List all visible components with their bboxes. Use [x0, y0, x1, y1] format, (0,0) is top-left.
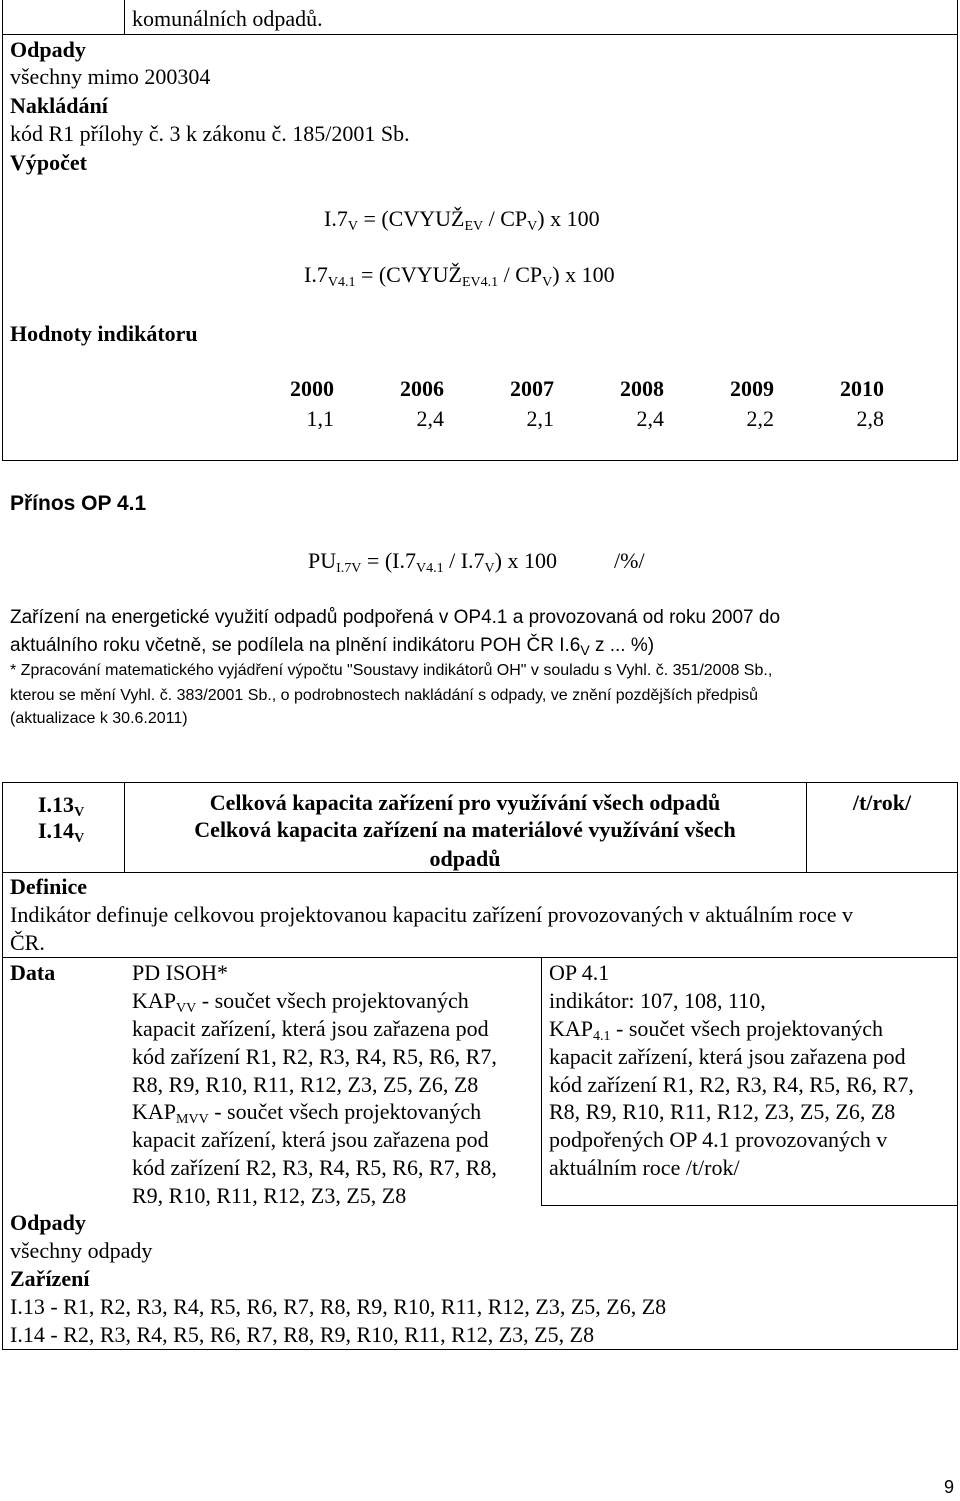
- year-cell: 2007: [510, 376, 554, 401]
- year-cell: 2006: [400, 376, 444, 401]
- value-cell: 2,4: [416, 406, 444, 431]
- data-label: Data: [10, 960, 56, 985]
- nakladani-label: Nakládání: [10, 93, 108, 118]
- prinos-text-1: Zařízení na energetické využití odpadů podpořená v OP4.1 a provozovaná od roku 2007 do: [10, 607, 781, 628]
- header-tail-text: komunálních odpadů.: [132, 6, 323, 31]
- indicator-id-2: $I.14_V$: [38, 818, 85, 846]
- header-bottom-line: [2, 872, 958, 873]
- indicator-title-1: Celková kapacita zařízení pro využívání všech odpadů: [209, 790, 721, 815]
- value-cell: 2,8: [856, 406, 884, 431]
- data-left-line: R9, R10, R11, R12, Z3, Z5, Z8: [132, 1183, 407, 1208]
- data-right-line: aktuálním roce /t/rok/: [549, 1155, 740, 1180]
- data-right-line: R8, R9, R10, R11, R12, Z3, Z5, Z6, Z8: [549, 1099, 896, 1124]
- footnote-line-1: * Zpracování matematického vyjádření výpočtu "Soustavy indikátorů OH" v souladu s Vyhl. č. 351/2008 Sb.,: [10, 662, 773, 679]
- formula-2: $I.7_{V4.1}$ = $(CVYUŽ_{EV4.1} / CP_V)$ x 100: [304, 262, 615, 290]
- definice-label: Definice: [10, 874, 87, 899]
- footnote-line-2: kterou se mění Vyhl. č. 383/2001 Sb., o podrobnostech nakládání s odpady, ve znění pozdějších předpisů: [10, 687, 759, 704]
- data-right-line: kód zařízení R1, R2, R3, R4, R5, R6, R7,: [549, 1072, 914, 1097]
- value-cell: 2,4: [636, 406, 664, 431]
- definice-text-2: ČR.: [10, 930, 45, 955]
- indicator-id-1: $I.13_V$: [38, 792, 85, 820]
- kap-mvv-line: $KAP_{MVV}$ - součet všech projektovaných: [132, 1099, 482, 1127]
- pu-formula: $PU_{I.7V} = (I.7_{V4.1} / I.7_V)$ x 100: [308, 548, 557, 576]
- value-cell: 2,2: [746, 406, 774, 431]
- odpady-label: Odpady: [10, 37, 86, 62]
- nakladani-value: kód R1 přílohy č. 3 k zákonu č. 185/2001 Sb.: [10, 121, 410, 146]
- odpady-value: všechny mimo 200304: [10, 64, 211, 89]
- indicator-unit: /t/rok/: [852, 790, 912, 815]
- data-left-line: kód zařízení R1, R2, R3, R4, R5, R6, R7,: [132, 1044, 497, 1069]
- data-left-line: kapacit zařízení, která jsou zařazena pod: [132, 1127, 489, 1152]
- zarizeni-line-1: I.13 - R1, R2, R3, R4, R5, R6, R7, R8, R9, R10, R11, R12, Z3, Z5, Z6, Z8: [10, 1294, 667, 1319]
- value-cell: 1,1: [306, 406, 334, 431]
- top-table-row-line: [2, 34, 958, 35]
- prinos-text-2: aktuálního roku včetně, se podílela na plnění indikátoru POH ČR $I.6_V$ z ... %): [10, 635, 655, 658]
- vypocet-label: Výpočet: [10, 150, 87, 175]
- indicator-title-3: odpadů: [429, 846, 501, 871]
- data-right-line: kapacit zařízení, která jsou zařazena pod: [549, 1044, 906, 1069]
- data-left-line: kapacit zařízení, která jsou zařazena pod: [132, 1016, 489, 1041]
- data-right-line: podpořených OP 4.1 provozovaných v: [549, 1127, 888, 1152]
- kap-41-line: $KAP_{4.1}$ - součet všech projektovaných: [549, 1016, 883, 1044]
- prinos-label: Přínos OP 4.1: [10, 492, 147, 515]
- data-source-isoh: PD ISOH*: [132, 960, 228, 985]
- kap-vv-line: $KAP_{VV}$ - součet všech projektovaných: [132, 988, 469, 1016]
- footnote-line-3: (aktualizace k 30.6.2011): [10, 710, 188, 727]
- hodnoty-label: Hodnoty indikátoru: [10, 321, 198, 346]
- top-table-divider: [124, 0, 125, 34]
- op41-indicators: indikátor: 107, 108, 110,: [549, 988, 766, 1013]
- year-cell: 2010: [840, 376, 884, 401]
- odpady-value-bottom: všechny odpady: [10, 1238, 153, 1263]
- indicator-title-2: Celková kapacita zařízení na materiálové využívání všech: [194, 817, 736, 842]
- pu-unit: /%/: [614, 548, 645, 573]
- zarizeni-line-2: I.14 - R2, R3, R4, R5, R6, R7, R8, R9, R10, R11, R12, Z3, Z5, Z8: [10, 1322, 595, 1347]
- zarizeni-label: Zařízení: [10, 1266, 90, 1291]
- year-cell: 2009: [730, 376, 774, 401]
- page-number: 9: [944, 1477, 955, 1497]
- op41-title: OP 4.1: [549, 960, 610, 985]
- formula-1: $I.7_V$ = $(CVYUŽ_{EV} / CP_V)$ x 100: [324, 206, 600, 234]
- definice-text-1: Indikátor definuje celkovou projektovanou kapacitu zařízení provozovaných v aktuálním roce v: [10, 902, 854, 927]
- year-cell: 2000: [290, 376, 334, 401]
- year-cell: 2008: [620, 376, 664, 401]
- data-left-line: R8, R9, R10, R11, R12, Z3, Z5, Z6, Z8: [132, 1072, 479, 1097]
- value-cell: 2,1: [526, 406, 554, 431]
- odpady-label-bottom: Odpady: [10, 1210, 86, 1235]
- data-left-line: kód zařízení R2, R3, R4, R5, R6, R7, R8,: [132, 1155, 497, 1180]
